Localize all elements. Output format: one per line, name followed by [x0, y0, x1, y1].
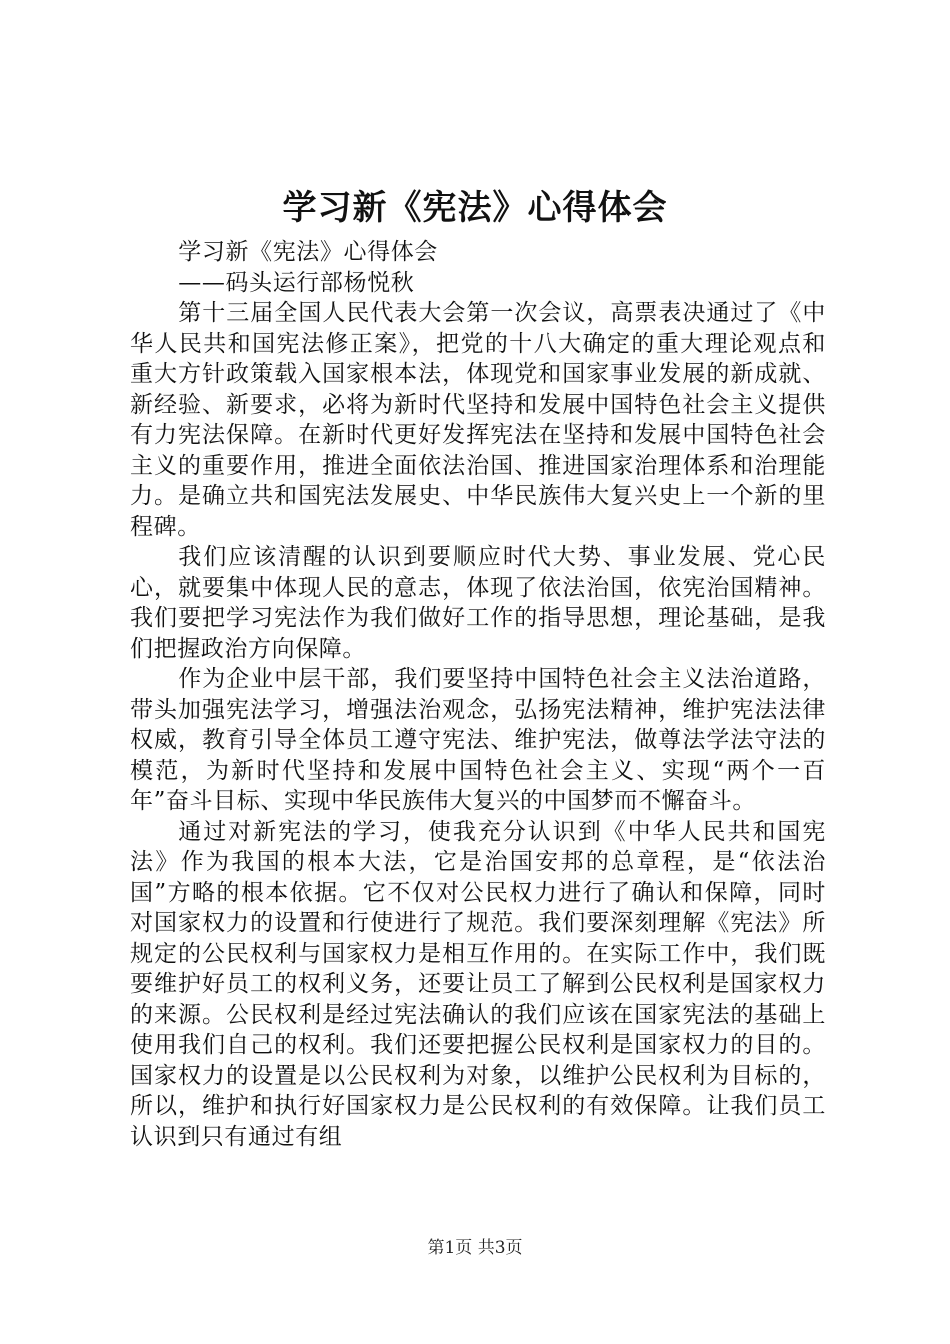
- document-body: [130, 237, 826, 1152]
- paragraph: 我们应该清醒的认识到要顺应时代大势、事业发展、党心民心，就要集中体现人民的意志，体现了依法治国，依宪治国精神。我们要把学习宪法作为我们做好工作的指导思想，理论基础，是我们把握政治方向保障。: [130, 544, 826, 662]
- paragraph: 第十三届全国人民代表大会第一次会议，高票表决通过了《中华人民共和国宪法修正案》，把党的十八大确定的重大理论观点和重大方针政策载入国家根本法，体现党和国家事业发展的新成就、新经验、新要求，必将为新时代坚持和发展中国特色社会主义提供有力宪法保障。在新时代更好发挥宪法在坚持和发展中国特色社会主义的重要作用，推进全面依法治国、推进国家治理体系和治理能力。是确立共和国宪法发展史、中华民族伟大复兴史上一个新的里程碑。: [130, 300, 826, 540]
- author-line: ——码头运行部杨悦秋: [178, 269, 415, 296]
- paragraph: 通过对新宪法的学习，使我充分认识到《中华人民共和国宪法》作为我国的根本大法，它是治国安邦的总章程，是“依法治国”方略的根本依据。它不仅对公民权力进行了确认和保障，同时对国家权力的设置和行使进行了规范。我们要深刻理解《宪法》所规定的公民权利与国家权力是相互作用的。在实际工作中，我们既要维护好员工的权利义务，还要让员工了解到公民权利是国家权力的来源。公民权利是经过宪法确认的我们应该在国家宪法的基础上使用我们自己的权利。我们还要把握公民权利是国家权力的目的。国家权力的设置是以公民权利为对象，以维护公民权利为目标的，所以，维护和执行好国家权力是公民权利的有效保障。让我们员工认识到只有通过有组: [130, 818, 826, 1150]
- subtitle-line: 学习新《宪法》心得体会: [178, 239, 438, 265]
- page-footer: 第1页 共3页: [427, 1238, 523, 1258]
- document-title: 学习新《宪法》心得体会: [282, 188, 668, 228]
- paragraph: 作为企业中层干部，我们要坚持中国特色社会主义法治道路，带头加强宪法学习，增强法治观念，弘扬宪法精神，维护宪法法律权威，教育引导全体员工遵守宪法、维护宪法，做尊法学法守法的模范，为新时代坚持和发展中国特色社会主义、实现“两个一百年”奋斗目标、实现中华民族伟大复兴的中国梦而不懈奋斗。: [130, 666, 826, 814]
